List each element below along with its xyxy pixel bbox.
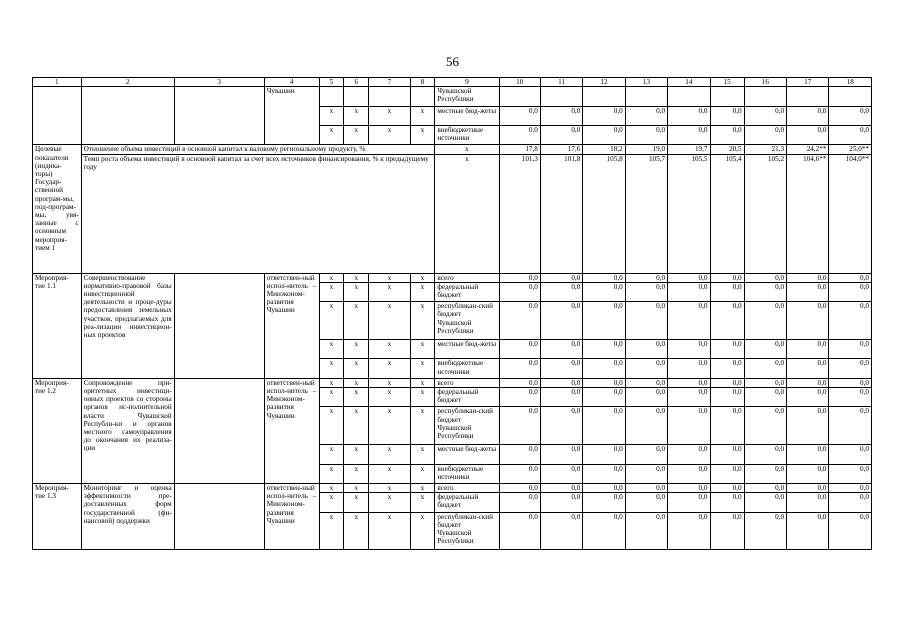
value-cell: 0,0 [540, 125, 582, 144]
value-cell: 105,5 [668, 154, 710, 273]
value-cell: 0,0 [668, 125, 710, 144]
column-header: 14 [668, 78, 710, 87]
value-cell: 25,0** [829, 145, 872, 154]
value-cell: 0,0 [787, 464, 829, 483]
value-cell: 0,0 [540, 445, 582, 464]
value-cell: 0,0 [710, 125, 744, 144]
marker-cell: х [344, 302, 369, 340]
value-cell: 0,0 [787, 387, 829, 406]
column-header: 3 [174, 78, 264, 87]
value-cell: 0,0 [668, 387, 710, 406]
value-cell: 0,0 [540, 339, 582, 358]
column-header: 15 [710, 78, 744, 87]
empty-cell [787, 87, 829, 106]
marker-cell: х [344, 387, 369, 406]
value-cell: 0,0 [668, 282, 710, 301]
column-header: 5 [319, 78, 344, 87]
event-label: Мероприя-тие 1.2 [33, 378, 82, 483]
value-cell: 0,0 [540, 407, 582, 445]
value-cell: 0,0 [583, 302, 625, 340]
executor-cell: ответствен-ный испол-нитель – Минэконом-развития Чувашии [264, 378, 319, 483]
funding-source: всего [435, 273, 499, 282]
value-cell: 0,0 [787, 512, 829, 550]
marker-cell: х [410, 387, 435, 406]
value-cell: 104,0** [829, 154, 872, 273]
funding-source: федеральный бюджет [435, 493, 499, 512]
event-name: Сопровождение при-оритетных инвестици-онных проектов со стороны органов ис-полнительной власти Чувашской Республи-ки и органов местного самоуправления до окончания их реализа-ции [81, 378, 174, 483]
value-cell: 0,0 [744, 464, 786, 483]
value-cell: 0,0 [540, 493, 582, 512]
event-label: Мероприя-тие 1.3 [33, 483, 82, 549]
funding-source: республикан-ский бюджет Чувашской Республики [435, 302, 499, 340]
value-cell: 0,0 [625, 359, 667, 378]
value-cell: 0,0 [499, 387, 540, 406]
column-header: 4 [264, 78, 319, 87]
value-cell: 0,0 [744, 359, 786, 378]
marker-cell: х [344, 378, 369, 387]
value-cell: 0,0 [625, 512, 667, 550]
value-cell: 0,0 [668, 273, 710, 282]
value-cell: 0,0 [668, 302, 710, 340]
value-cell: 0,0 [744, 445, 786, 464]
value-cell: 0,0 [499, 512, 540, 550]
value-cell: 21,3 [744, 145, 786, 154]
marker-cell: х [369, 339, 410, 358]
value-cell: 0,0 [625, 387, 667, 406]
value-cell: 0,0 [829, 273, 872, 282]
value-cell: 0,0 [540, 464, 582, 483]
value-cell: 0,0 [583, 273, 625, 282]
value-cell: 101,8 [540, 154, 582, 273]
funding-source: всего [435, 378, 499, 387]
table-row [33, 273, 872, 282]
marker-cell: х [369, 378, 410, 387]
funding-source: внебюджетные источники [435, 359, 499, 378]
marker-cell: х [410, 378, 435, 387]
value-cell: 0,0 [499, 445, 540, 464]
value-cell: 0,0 [787, 125, 829, 144]
marker-cell: х [319, 282, 344, 301]
value-cell: 0,0 [625, 125, 667, 144]
value-cell: 0,0 [625, 407, 667, 445]
marker-cell: х [319, 464, 344, 483]
marker-cell: х [344, 445, 369, 464]
marker-cell: х [319, 483, 344, 492]
value-cell: 0,0 [583, 387, 625, 406]
empty-cell [410, 87, 435, 106]
value-cell: 0,0 [744, 493, 786, 512]
column-header: 1 [33, 78, 82, 87]
value-cell: 0,0 [710, 359, 744, 378]
value-cell: 0,0 [540, 106, 582, 125]
value-cell: 104,6** [787, 154, 829, 273]
value-cell: 0,0 [625, 464, 667, 483]
value-cell: 0,0 [668, 493, 710, 512]
value-cell: 0,0 [710, 106, 744, 125]
value-cell: 0,0 [668, 445, 710, 464]
empty-cell [625, 87, 667, 106]
funding-source: местные бюд-жеты [435, 445, 499, 464]
value-cell: 0,0 [499, 464, 540, 483]
marker-cell: х [410, 339, 435, 358]
empty-cell [540, 87, 582, 106]
marker-cell: х [369, 106, 410, 125]
marker-cell: х [410, 464, 435, 483]
column-header: 13 [625, 78, 667, 87]
value-cell: 0,0 [583, 407, 625, 445]
empty-cell [668, 87, 710, 106]
value-cell: 0,0 [540, 387, 582, 406]
table-row [33, 378, 872, 387]
funding-source: всего [435, 483, 499, 492]
marker-cell: х [319, 493, 344, 512]
value-cell: 0,0 [787, 378, 829, 387]
value-cell: 0,0 [583, 125, 625, 144]
value-cell: 0,0 [744, 512, 786, 550]
value-cell: 0,0 [668, 464, 710, 483]
marker-cell: х [410, 359, 435, 378]
empty-cell [174, 378, 264, 483]
program-table [32, 77, 872, 550]
indicator-row [33, 154, 872, 273]
executor-cell: ответствен-ный испол-нитель – Минэконом-развития Чувашии [264, 273, 319, 378]
value-cell: 0,0 [829, 387, 872, 406]
value-cell: 0,0 [829, 512, 872, 550]
empty-cell [583, 87, 625, 106]
value-cell: 0,0 [787, 407, 829, 445]
executor-cell: ответствен-ный испол-нитель – Минэконом-развития Чувашии [264, 483, 319, 549]
value-cell: 0,0 [829, 445, 872, 464]
marker-cell: х [410, 273, 435, 282]
value-cell: 0,0 [499, 493, 540, 512]
value-cell: 0,0 [540, 378, 582, 387]
column-header: 6 [344, 78, 369, 87]
indicator-text: Отношение объема инвестиций в основной капитал к валовому региональному продукту, % [81, 145, 435, 154]
marker-cell: х [344, 125, 369, 144]
column-header: 11 [540, 78, 582, 87]
value-cell: 0,0 [787, 282, 829, 301]
value-cell: 0,0 [829, 464, 872, 483]
value-cell: 0,0 [668, 339, 710, 358]
empty-cell [174, 87, 264, 145]
marker-cell: х [369, 407, 410, 445]
marker-cell: х [410, 125, 435, 144]
value-cell: 0,0 [499, 483, 540, 492]
page-number: 56 [446, 54, 459, 69]
marker-cell: х [319, 359, 344, 378]
value-cell: 0,0 [744, 407, 786, 445]
empty-cell [344, 87, 369, 106]
value-cell: 0,0 [744, 273, 786, 282]
marker-cell: х [410, 512, 435, 550]
marker-cell: х [410, 483, 435, 492]
marker-cell: х [319, 378, 344, 387]
marker-cell: х [344, 359, 369, 378]
value-cell: 0,0 [540, 512, 582, 550]
value-cell: 0,0 [583, 464, 625, 483]
marker-cell: х [369, 125, 410, 144]
marker-cell: х [319, 339, 344, 358]
value-cell: 0,0 [583, 339, 625, 358]
marker-cell: х [344, 512, 369, 550]
event-name: Совершенствование нормативно-правовой базы инвестиционной деятельности и проце-дуры предоставления земельных участков, предлагаемых для реа-лизации инвестицион-ных проектов [81, 273, 174, 378]
value-cell: 0,0 [583, 445, 625, 464]
marker-cell: х [319, 512, 344, 550]
marker-cell: х [369, 273, 410, 282]
value-cell: 105,4 [710, 154, 744, 273]
value-cell: 0,0 [583, 359, 625, 378]
value-cell: 0,0 [540, 359, 582, 378]
value-cell: 0,0 [710, 483, 744, 492]
marker-cell: х [319, 302, 344, 340]
value-cell: 0,0 [583, 483, 625, 492]
value-cell: 0,0 [499, 378, 540, 387]
value-cell: 0,0 [744, 125, 786, 144]
event-label: Мероприя-тие 1.1 [33, 273, 82, 378]
table-row [33, 87, 872, 106]
value-cell: 0,0 [829, 359, 872, 378]
value-cell: 0,0 [710, 512, 744, 550]
value-cell: 0,0 [710, 378, 744, 387]
empty-cell [174, 483, 264, 549]
funding-source: федеральный бюджет [435, 282, 499, 301]
value-cell: 0,0 [787, 493, 829, 512]
value-cell: 0,0 [625, 378, 667, 387]
value-cell: 0,0 [668, 407, 710, 445]
value-cell: 0,0 [499, 125, 540, 144]
value-cell: 0,0 [744, 339, 786, 358]
marker-cell: х [369, 483, 410, 492]
funding-source: Чувашской Республики [435, 87, 499, 106]
value-cell: 0,0 [829, 125, 872, 144]
value-cell: 19,0 [625, 145, 667, 154]
empty-cell [829, 87, 872, 106]
value-cell: 0,0 [583, 493, 625, 512]
value-cell: 0,0 [744, 387, 786, 406]
column-header: 12 [583, 78, 625, 87]
value-cell: 24,2** [787, 145, 829, 154]
marker-cell: х [369, 387, 410, 406]
marker-cell: х [344, 493, 369, 512]
value-cell: 0,0 [787, 106, 829, 125]
value-cell: 0,0 [787, 339, 829, 358]
empty-cell [499, 87, 540, 106]
value-cell: 0,0 [744, 106, 786, 125]
indicator-text: Темп роста объема инвестиций в основной капитал за счет всех источников финансирования, % к предыдущему году [81, 154, 435, 273]
value-cell: 0,0 [829, 407, 872, 445]
value-cell: 0,0 [829, 302, 872, 340]
funding-source: федеральный бюджет [435, 387, 499, 406]
funding-source: республикан-ский бюджет Чувашской Республики [435, 512, 499, 550]
value-cell: 0,0 [829, 483, 872, 492]
value-cell: 17,6 [540, 145, 582, 154]
value-cell: 0,0 [499, 359, 540, 378]
marker-cell: х [410, 493, 435, 512]
column-header: 17 [787, 78, 829, 87]
value-cell: 0,0 [625, 339, 667, 358]
empty-cell [319, 87, 344, 106]
marker-cell: х [410, 282, 435, 301]
value-cell: 0,0 [829, 282, 872, 301]
value-cell: 0,0 [710, 302, 744, 340]
value-cell: 0,0 [625, 445, 667, 464]
empty-cell [174, 273, 264, 378]
value-cell: 0,0 [710, 464, 744, 483]
value-cell: 0,0 [710, 493, 744, 512]
marker-cell: х [344, 282, 369, 301]
empty-cell [369, 87, 410, 106]
marker-cell: х [369, 493, 410, 512]
marker-cell: х [319, 407, 344, 445]
marker-cell: х [319, 106, 344, 125]
value-cell: 0,0 [787, 445, 829, 464]
value-cell: 0,0 [668, 512, 710, 550]
value-cell: 105,2 [744, 154, 786, 273]
value-cell: 0,0 [744, 282, 786, 301]
value-cell: 0,0 [744, 483, 786, 492]
marker-cell: х [319, 387, 344, 406]
marker-cell: х [369, 359, 410, 378]
value-cell: 0,0 [710, 407, 744, 445]
value-cell: 0,0 [668, 483, 710, 492]
column-header: 10 [499, 78, 540, 87]
marker-cell: х [369, 302, 410, 340]
value-cell: 0,0 [668, 359, 710, 378]
value-cell: 0,0 [625, 273, 667, 282]
value-cell: 0,0 [829, 493, 872, 512]
column-header: 9 [435, 78, 499, 87]
value-cell: 0,0 [829, 106, 872, 125]
value-cell: 0,0 [668, 106, 710, 125]
funding-source: внебюджетные источники [435, 464, 499, 483]
value-cell: 0,0 [499, 273, 540, 282]
marker-cell: х [435, 154, 499, 273]
value-cell: 0,0 [625, 302, 667, 340]
value-cell: 0,0 [540, 282, 582, 301]
empty-cell [81, 87, 174, 145]
funding-source: внебюджетные источники [435, 125, 499, 144]
value-cell: 0,0 [744, 378, 786, 387]
value-cell: 0,0 [710, 273, 744, 282]
value-cell: 0,0 [540, 273, 582, 282]
value-cell: 0,0 [583, 378, 625, 387]
value-cell: 0,0 [744, 302, 786, 340]
funding-source: республикан-ский бюджет Чувашской Республики [435, 407, 499, 445]
value-cell: 105,7 [625, 154, 667, 273]
value-cell: 0,0 [583, 282, 625, 301]
marker-cell: х [344, 407, 369, 445]
value-cell: 0,0 [710, 387, 744, 406]
value-cell: 0,0 [710, 445, 744, 464]
column-header: 2 [81, 78, 174, 87]
value-cell: 0,0 [499, 106, 540, 125]
value-cell: 0,0 [540, 302, 582, 340]
column-header: 8 [410, 78, 435, 87]
marker-cell: х [344, 106, 369, 125]
value-cell: 0,0 [710, 339, 744, 358]
value-cell: 0,0 [668, 378, 710, 387]
value-cell: 0,0 [499, 302, 540, 340]
marker-cell: х [344, 273, 369, 282]
executor-cell: Чувашии [264, 87, 319, 145]
value-cell: 18,2 [583, 145, 625, 154]
marker-cell: х [344, 483, 369, 492]
value-cell: 19,7 [668, 145, 710, 154]
value-cell: 20,5 [710, 145, 744, 154]
value-cell: 0,0 [583, 106, 625, 125]
value-cell: 101,3 [499, 154, 540, 273]
marker-cell: х [344, 464, 369, 483]
value-cell: 0,0 [710, 282, 744, 301]
empty-cell [33, 87, 82, 145]
value-cell: 0,0 [787, 359, 829, 378]
marker-cell: х [319, 125, 344, 144]
value-cell: 0,0 [499, 407, 540, 445]
funding-source: местные бюд-жеты [435, 339, 499, 358]
marker-cell: х [319, 445, 344, 464]
empty-cell [744, 87, 786, 106]
marker-cell: х [344, 339, 369, 358]
value-cell: 0,0 [829, 339, 872, 358]
value-cell: 0,0 [625, 106, 667, 125]
column-header: 18 [829, 78, 872, 87]
column-header: 7 [369, 78, 410, 87]
header-row [33, 78, 872, 87]
value-cell: 0,0 [787, 273, 829, 282]
value-cell: 0,0 [499, 339, 540, 358]
value-cell: 0,0 [540, 483, 582, 492]
marker-cell: х [369, 445, 410, 464]
marker-cell: х [369, 282, 410, 301]
value-cell: 0,0 [625, 493, 667, 512]
marker-cell: х [410, 106, 435, 125]
value-cell: 0,0 [829, 378, 872, 387]
value-cell: 0,0 [787, 483, 829, 492]
marker-cell: х [435, 145, 499, 154]
column-header: 16 [744, 78, 786, 87]
indicator-row [33, 145, 872, 154]
funding-source: местные бюд-жеты [435, 106, 499, 125]
marker-cell: х [410, 302, 435, 340]
empty-cell [710, 87, 744, 106]
value-cell: 105,8 [583, 154, 625, 273]
marker-cell: х [369, 512, 410, 550]
value-cell: 0,0 [583, 512, 625, 550]
value-cell: 0,0 [499, 282, 540, 301]
marker-cell: х [319, 273, 344, 282]
marker-cell: х [410, 445, 435, 464]
value-cell: 0,0 [625, 282, 667, 301]
marker-cell: х [410, 407, 435, 445]
table-row [33, 483, 872, 492]
targets-label: Целевые показатели (индика-торы) Государ-ственной програм-мы, под-програм-мы, увя-занные с основным мероприя-тием 1 [33, 145, 82, 273]
marker-cell: х [369, 464, 410, 483]
event-name: Мониторинг и оценка эффективности пре-доставленных форм государственной (фи-нансовой) поддержки [81, 483, 174, 549]
value-cell: 17,8 [499, 145, 540, 154]
value-cell: 0,0 [787, 302, 829, 340]
value-cell: 0,0 [625, 483, 667, 492]
